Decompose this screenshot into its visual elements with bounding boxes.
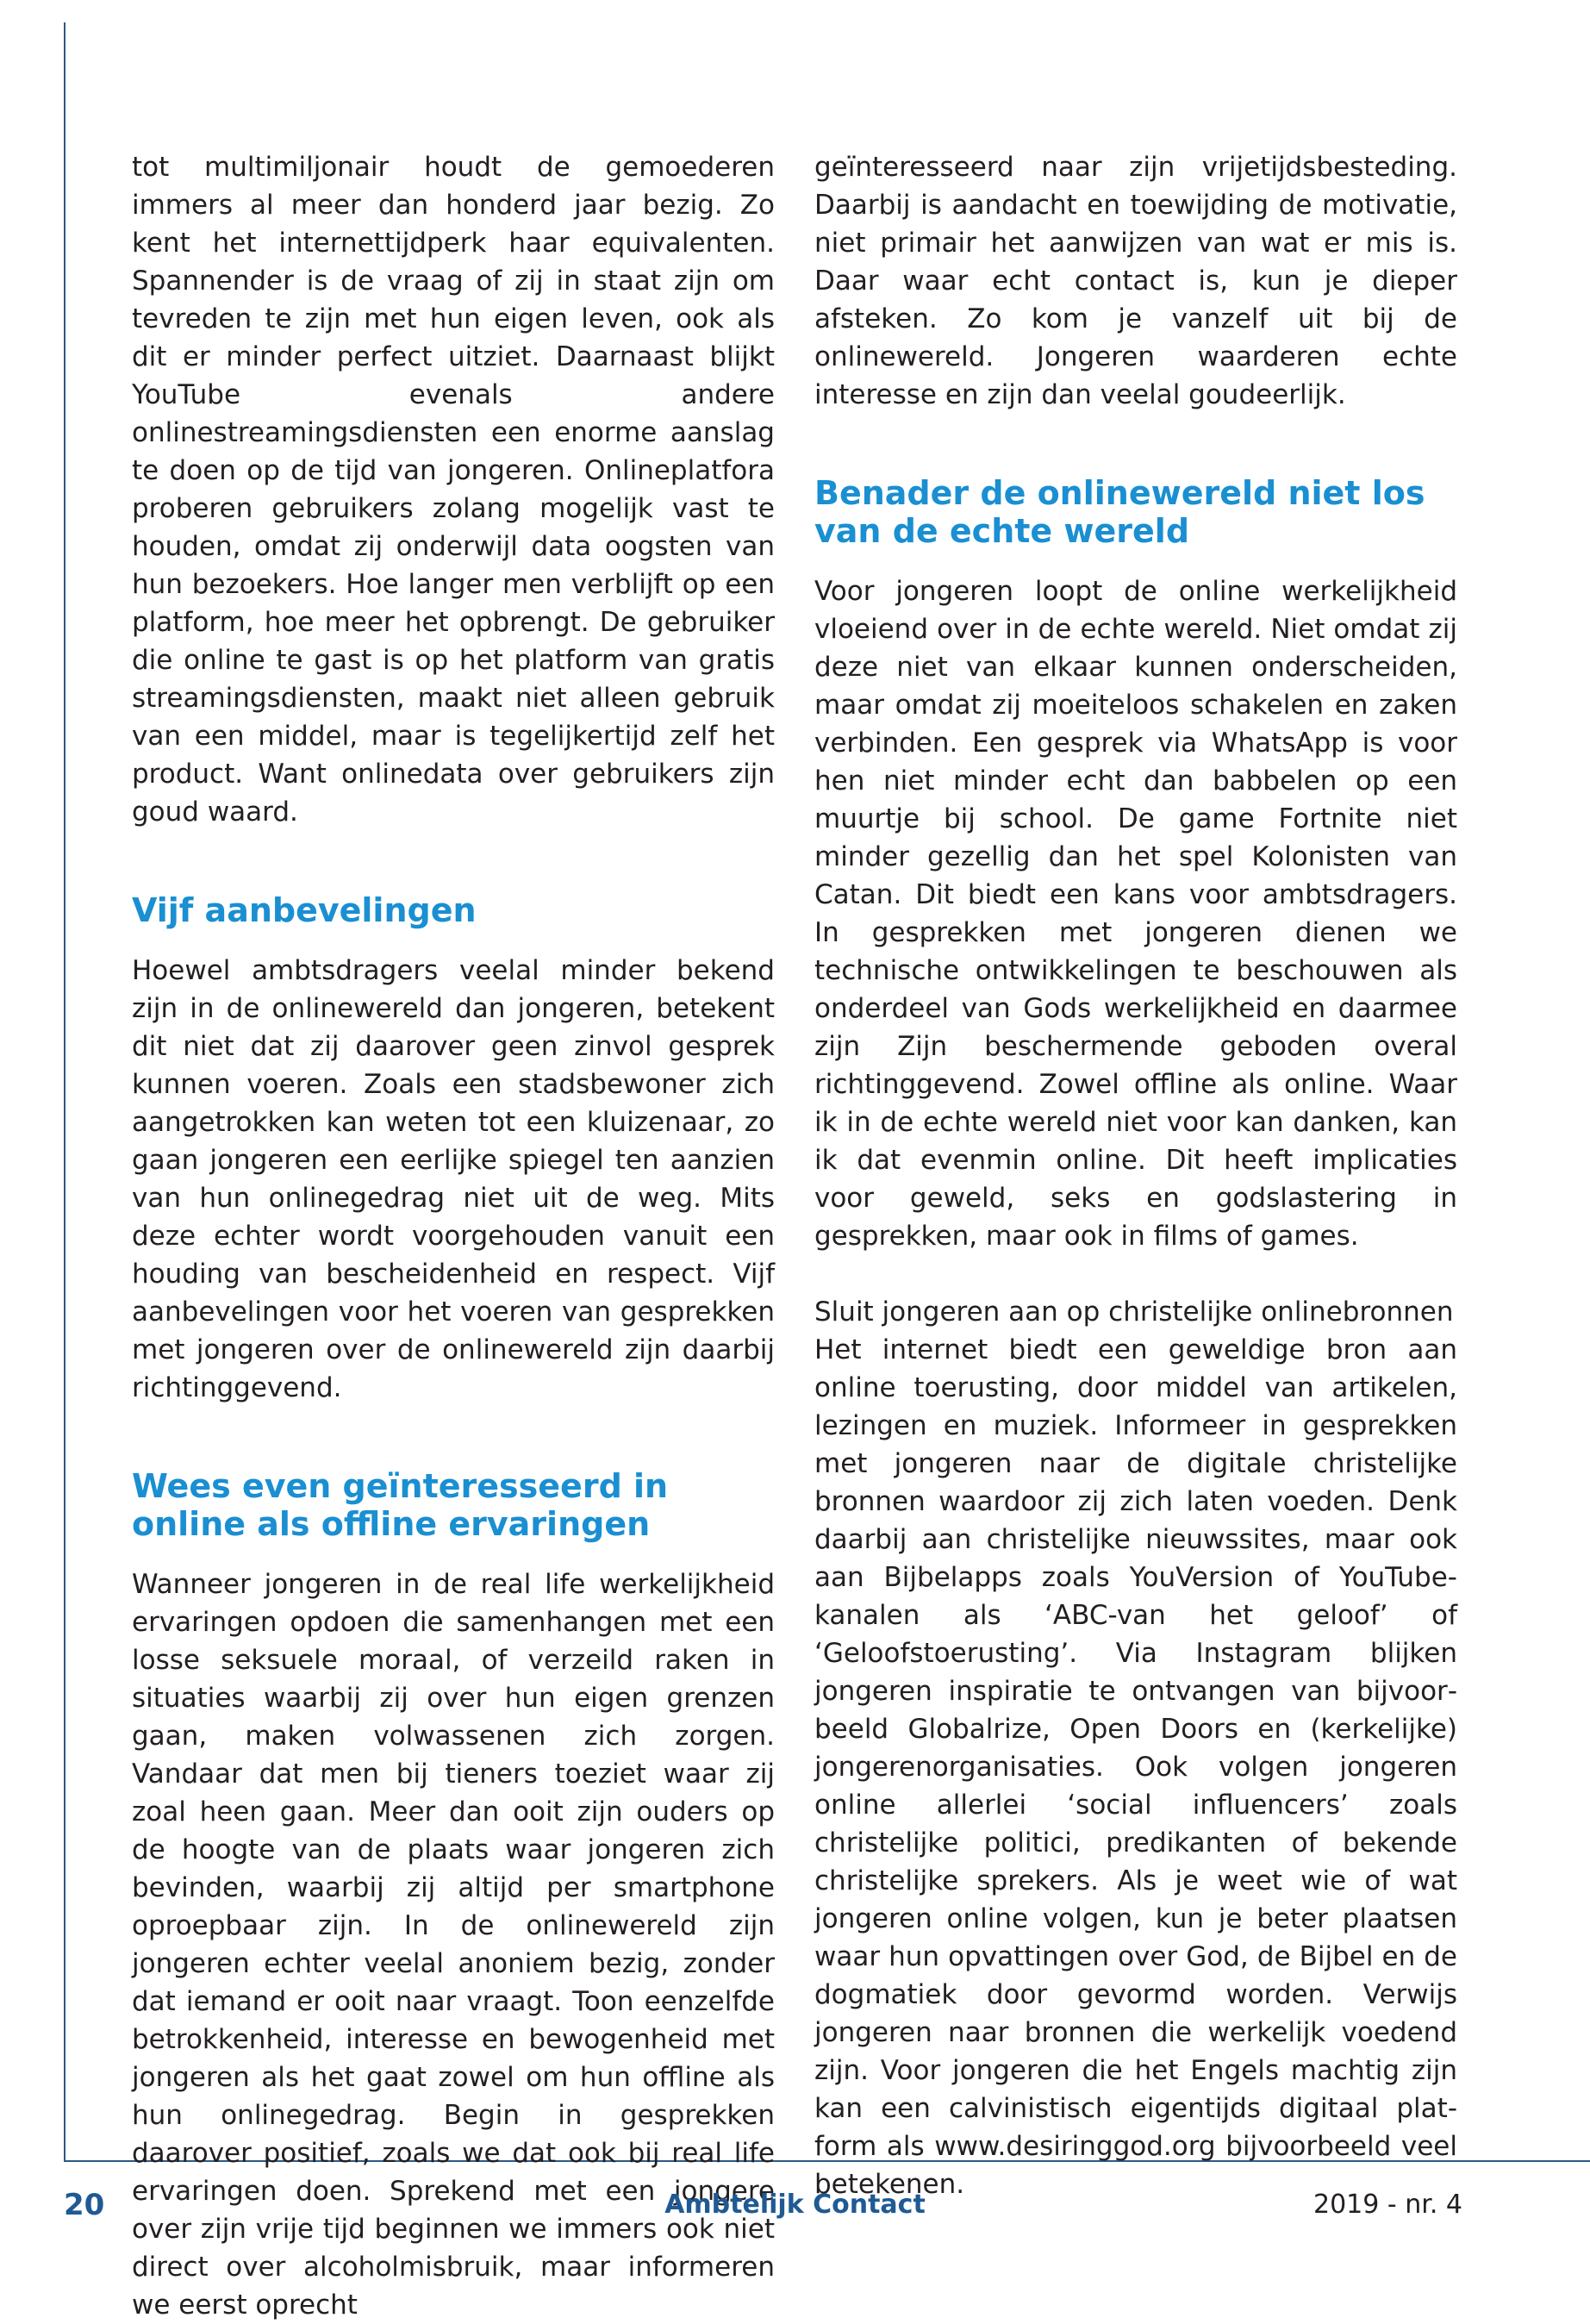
heading-wees-even-geinteresseerd: Wees even geïnteresseerd in online als offline ervaringen: [132, 1467, 669, 1543]
page-margin-rule-vertical: [64, 22, 65, 2162]
page-number: 20: [64, 2188, 105, 2222]
left-paragraph-1: tot multimiljonair houdt de gemoederen immers al meer dan honderd jaar bezig. Zo kent het internettijdperk haar equivalenten. Spannender is de vraag of zij in staat zijn om tevreden te zijn met hun eigen leven, ook als dit er minder perfect uitziet. Daarnaast blijkt YouTube evenals andere onlinestreamingsdiensten een enorme aanslag te doen op de tijd van jongeren. Onlineplatfora proberen gebruikers zolang mogelijk vast te houden, omdat zij onderwijl data oogsten van hun bezoekers. Hoe langer men verblijft op een platform, hoe meer het opbrengt. De gebruiker die online te gast is op het platform van gratis streamingsdiensten, maakt niet alleen gebruik van een middel, maar is tegelijkertijd zelf het product. Want onlinedata over gebruikers zijn goud waard.: [132, 152, 775, 828]
left-paragraph-3: Wanneer jongeren in de real life werkelijkheid ervaringen opdoen die samenhangen met een losse seksuele moraal, of verzeild raken in situaties waarbij zij over hun eigen grenzen gaan, maken volwassenen zich zorgen. Vandaar dat men bij tieners toeziet waar zij zoal heen gaan. Meer dan ooit zijn ouders op de hoogte van de plaats waar jongeren zich bevinden, waarbij zij altijd per smartphone oproepbaar zijn. In de onlinewereld zijn jongeren echter veelal anoniem bezig, zonder dat iemand er ooit naar vraagt. Toon eenzelfde betrokkenheid, interesse en bewogenheid met jongeren als het gaat zowel om hun offline als hun onlinegedrag. Begin in gesprekken daarover positief, zoals we dat ook bij real life ervaringen doen. Sprekend met een jongere over zijn vrije tijd beginnen we immers ook niet direct over alcoholmisbruik, maar informeren we eerst oprecht: [132, 1569, 775, 2321]
issue-number: 2019 - nr. 4: [1313, 2190, 1462, 2220]
right-column: [814, 148, 1457, 2203]
heading-vijf-aanbevelingen: Vijf aanbevelingen: [132, 891, 477, 929]
heading-benader-de-onlinewereld: Benader de onlinewereld niet los van de echte wereld: [814, 474, 1425, 550]
left-column: [132, 148, 775, 2324]
right-paragraph-1: geïnteresseerd naar zijn vrijetijdsbesteding. Daarbij is aandacht en toewijding de motivatie, niet primair het aanwijzen van wat er mis is. Daar waar echt contact is, kun je dieper afsteken. Zo kom je vanzelf uit bij de onlinewereld. Jongeren waarderen echte interesse en zijn dan veelal goudeerlijk.: [814, 152, 1457, 410]
left-paragraph-2: Hoewel ambtsdragers veelal minder bekend zijn in de onlinewereld dan jongeren, betekent dit niet dat zij daarover geen zinvol gesprek kunnen voeren. Zoals een stadsbewoner zich aangetrokken kan weten tot een kluizenaar, zo gaan jongeren een eerlijke spiegel ten aanzien van hun onlinegedrag niet uit de weg. Mits deze echter wordt voorgehouden vanuit een houding van bescheidenheid en respect. Vijf aanbevelingen voor het voeren van gesprekken met jongeren over de onlinewereld zijn daarbij richtinggevend.: [132, 955, 775, 1403]
subheading-sluit-jongeren-aan: Sluit jongeren aan op christelijke onlinebronnen: [814, 1296, 1454, 1328]
right-paragraph-3: Het internet biedt een geweldige bron aan online toerusting, door middel van artikelen, lezingen en muziek. Informeer in gesprekken met jongeren naar de digitale christelijke bronnen waardoor zij zich laten voeden. Denk daarbij aan christelijke nieuwssites, maar ook aan Bijbelapps zoals YouVersion of YouTube-kanalen als ‘ABC-van het geloof’ of ‘Geloofstoerusting’. Via Instagram blijken jongeren inspiratie te ontvangen van bijvoorbeeld Globalrize, Open Doors en (kerkelijke) jongerenorganisaties. Ook volgen jongeren online allerlei ‘social influencers’ zoals christelijke politici, predikanten of bekende christelijke sprekers. Als je weet wie of wat jongeren online volgen, kun je beter plaatsen waar hun opvattingen over God, de Bijbel en de dogmatiek door gevormd worden. Verwijs jongeren naar bronnen die werkelijk voedend zijn. Voor jongeren die het Engels machtig zijn kan een calvinistisch eigentijds digitaal platform als www.desiringgod.org bijvoorbeeld veel betekenen.: [814, 1334, 1457, 2200]
right-paragraph-2: Voor jongeren loopt de online werkelijkheid vloeiend over in de echte wereld. Niet omdat zij deze niet van elkaar kunnen onderscheiden, maar omdat zij moeiteloos schakelen en zaken verbinden. Een gesprek via WhatsApp is voor hen niet minder echt dan babbelen op een muurtje bij school. De game Fortnite niet minder gezellig dan het spel Kolonisten van Catan. Dit biedt een kans voor ambtsdragers. In gesprekken met jongeren dienen we technische ontwikkelingen te beschouwen als onderdeel van Gods werkelijkheid en daarmee zijn Zijn beschermende geboden overal richtinggevend. Zowel offline als online. Waar ik in de echte wereld niet voor kan danken, kan ik dat evenmin online. Dit heeft implicaties voor geweld, seks en godslastering in gesprekken, maar ook in films of games.: [814, 576, 1457, 1252]
magazine-title: Ambtelijk Contact: [664, 2190, 926, 2220]
